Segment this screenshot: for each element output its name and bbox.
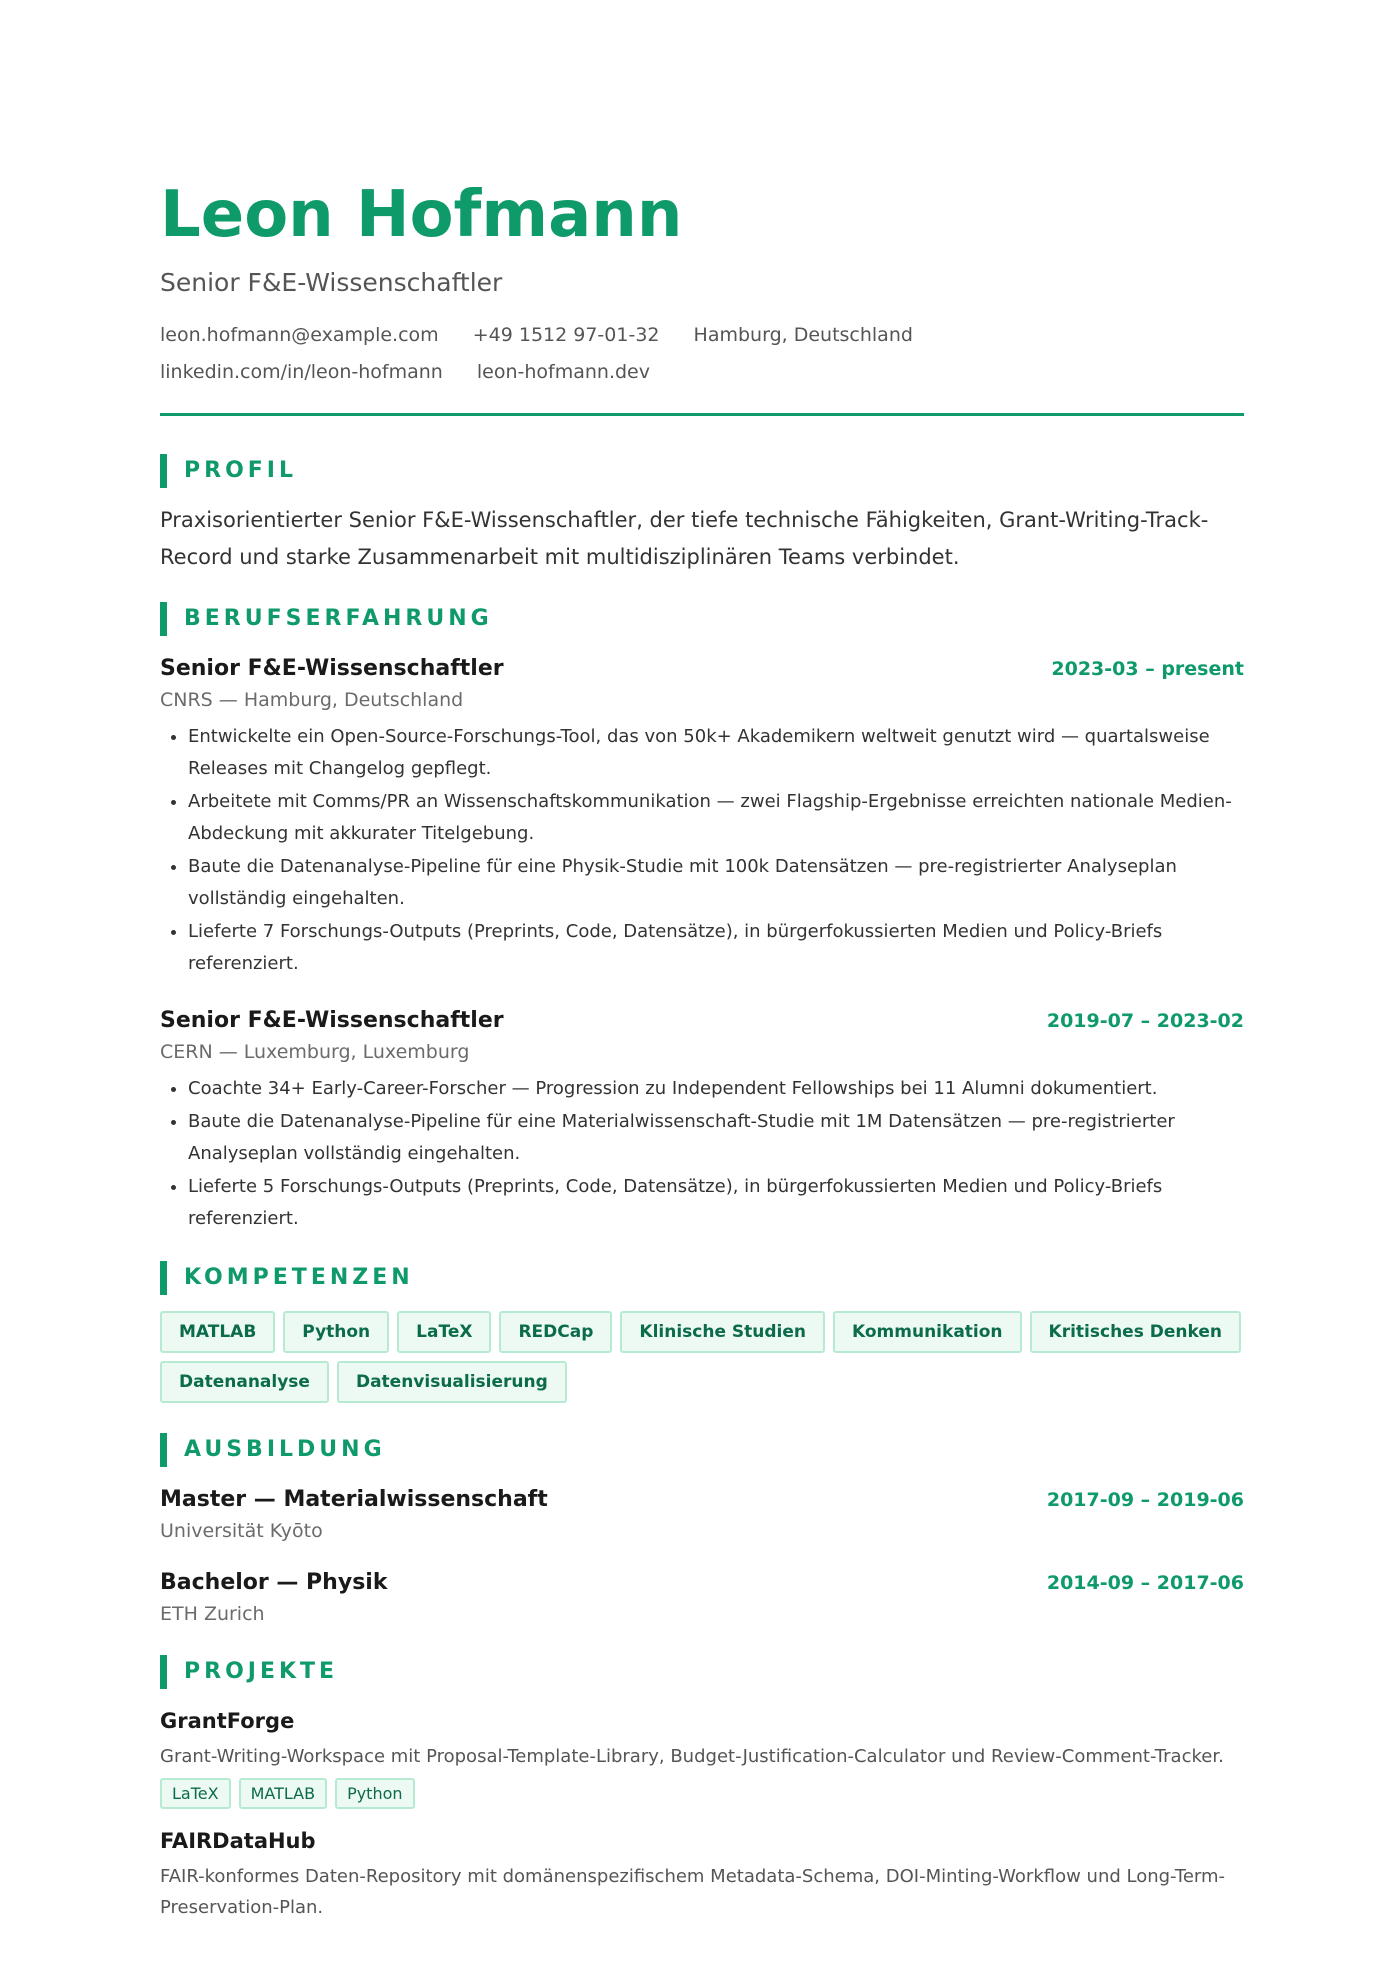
section-title-experience: BERUFSERFAHRUNG [160, 602, 1244, 636]
skill-chip: Kommunikation [833, 1311, 1022, 1353]
header-divider [160, 413, 1244, 416]
job-bullets [160, 721, 1244, 980]
project-tag: MATLAB [239, 1778, 327, 1809]
skill-chip: Python [283, 1311, 389, 1353]
project-name: FAIRDataHub [160, 1829, 316, 1854]
education-entry [160, 1570, 1244, 1625]
education-entry [160, 1487, 1244, 1542]
skill-chips [160, 1311, 1244, 1403]
job-entry [160, 1008, 1244, 1235]
contact-list [160, 317, 1244, 391]
education-dates: 2014-09 – 2017-06 [1046, 1572, 1244, 1595]
job-bullet: • Baute die Datenanalyse-Pipeline für eine Physik-Studie mit 100k Datensätzen — pre-registrierter Analyseplan vollständig eingehalten. [188, 851, 1244, 915]
school-name: ETH Zurich [160, 1603, 265, 1626]
job-org: CNRS — Hamburg, Deutschland [160, 689, 464, 712]
degree-title: Bachelor — Physik [160, 1570, 388, 1596]
skill-chip: Klinische Studien [620, 1311, 825, 1353]
resume-content [160, 180, 1244, 1923]
profile-text: Praxisorientierter Senior F&E-Wissenschaftler, der tiefe technische Fähigkeiten, Grant-Writing-Track-Record und starke Zusammenarbeit mit multidisziplinären Teams verbindet. [160, 508, 1209, 570]
skill-chip: Kritisches Denken [1030, 1311, 1241, 1353]
job-bullet: • Entwickelte ein Open-Source-Forschungs-Tool, das von 50k+ Akademikern weltweit genutzt wird — quartalsweise Releases mit Changelog gepflegt. [188, 721, 1244, 785]
section-title-profile: PROFIL [160, 454, 1244, 488]
job-bullet: • Baute die Datenanalyse-Pipeline für eine Materialwissenschaft-Studie mit 1M Datensätzen — pre-registrierter Analyseplan vollständig eingehalten. [188, 1106, 1244, 1170]
school-name: Universität Kyōto [160, 1520, 323, 1543]
degree-title: Master — Materialwissenschaft [160, 1487, 548, 1513]
section-title-projects: PROJEKTE [160, 1655, 1244, 1689]
project-tags [160, 1778, 1244, 1809]
project-entry [160, 1829, 1244, 1923]
contact-phone[interactable]: +49 1512 97-01-32 [472, 324, 660, 347]
contact-email[interactable]: leon.hofmann@example.com [160, 324, 439, 347]
project-name: GrantForge [160, 1709, 295, 1734]
contact-website[interactable]: leon-hofmann.dev [476, 361, 650, 384]
project-entry [160, 1709, 1244, 1809]
project-tag: LaTeX [160, 1778, 231, 1809]
job-title: Senior F&E-Wissenschaftler [160, 656, 504, 682]
job-bullets [160, 1073, 1244, 1235]
contact-linkedin[interactable]: linkedin.com/in/leon-hofmann [160, 361, 443, 384]
job-bullet: • Lieferte 5 Forschungs-Outputs (Preprints, Code, Datensätze), in bürgerfokussierten Medien und Policy-Briefs referenziert. [188, 1171, 1244, 1235]
project-description: FAIR-konformes Daten-Repository mit domänenspezifischem Metadata-Schema, DOI-Minting-Workflow und Long-Term-Preservation-Plan. [160, 1866, 1226, 1919]
job-title: Senior F&E-Wissenschaftler [160, 1008, 504, 1034]
skill-chip: Datenvisualisierung [337, 1361, 567, 1403]
job-dates: 2019-07 – 2023-02 [1046, 1010, 1244, 1033]
section-title-education: AUSBILDUNG [160, 1433, 1244, 1467]
job-org: CERN — Luxemburg, Luxemburg [160, 1041, 470, 1064]
job-dates: 2023-03 – present [1051, 658, 1244, 681]
project-tag: Python [335, 1778, 414, 1809]
skill-chip: REDCap [499, 1311, 612, 1353]
skill-chip: Datenanalyse [160, 1361, 329, 1403]
person-name: Leon Hofmann [160, 178, 683, 252]
skill-chip: MATLAB [160, 1311, 275, 1353]
person-role: Senior F&E-Wissenschaftler [160, 268, 503, 298]
education-dates: 2017-09 – 2019-06 [1046, 1489, 1244, 1512]
job-entry [160, 656, 1244, 980]
contact-location: Hamburg, Deutschland [693, 324, 913, 347]
job-bullet: • Arbeitete mit Comms/PR an Wissenschaftskommunikation — zwei Flagship-Ergebnisse erreichten nationale Medien-Abdeckung mit akkurater Titelgebung. [188, 786, 1244, 850]
job-bullet: • Lieferte 7 Forschungs-Outputs (Preprints, Code, Datensätze), in bürgerfokussierten Medien und Policy-Briefs referenziert. [188, 916, 1244, 980]
section-title-skills: KOMPETENZEN [160, 1261, 1244, 1295]
skill-chip: LaTeX [397, 1311, 491, 1353]
job-bullet: • Coachte 34+ Early-Career-Forscher — Progression zu Independent Fellowships bei 11 Alumni dokumentiert. [188, 1073, 1244, 1105]
project-description: Grant-Writing-Workspace mit Proposal-Template-Library, Budget-Justification-Calculator und Review-Comment-Tracker. [160, 1746, 1224, 1768]
